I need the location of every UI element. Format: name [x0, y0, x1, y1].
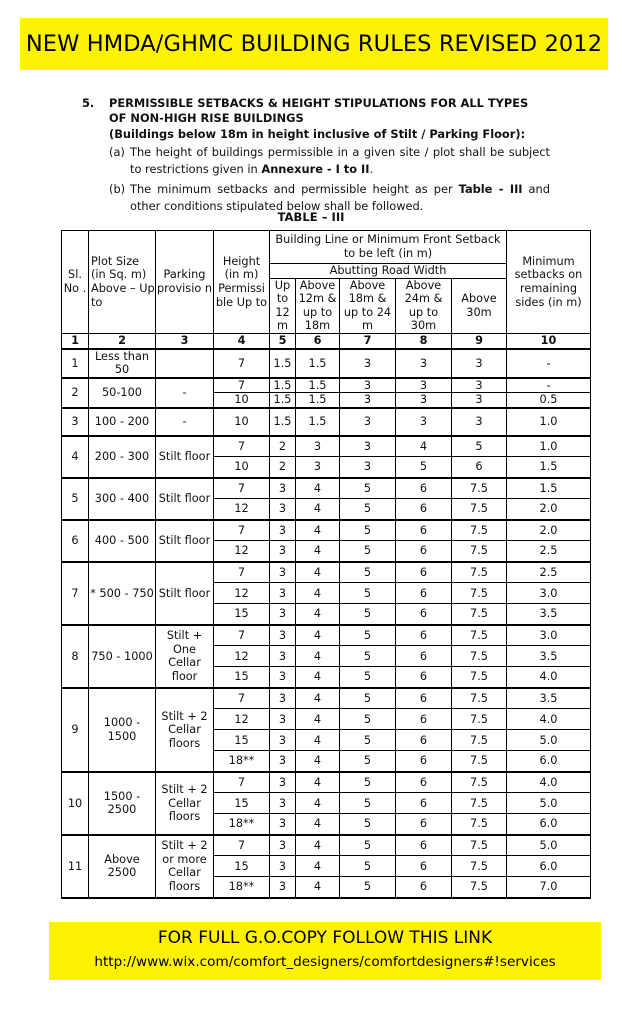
height-cell: 12 — [214, 709, 270, 730]
min-setback-cell: - — [507, 378, 591, 393]
height-cell: 7 — [214, 625, 270, 646]
road-width-5-cell: 7.5 — [452, 520, 507, 541]
table-row — [62, 772, 591, 793]
road-width-2-cell: 4 — [296, 541, 340, 562]
plot-size-cell: 100 - 200 — [89, 408, 156, 436]
road-width-1-cell: 3 — [270, 730, 296, 751]
road-width-5-cell: 7.5 — [452, 499, 507, 520]
road-width-1-cell: 3 — [270, 856, 296, 877]
road-width-5-cell: 3 — [452, 408, 507, 436]
road-width-2-cell: 4 — [296, 877, 340, 898]
min-setback-cell: 6.0 — [507, 751, 591, 772]
road-width-3-cell: 5 — [340, 814, 396, 835]
road-width-5-cell: 3 — [452, 393, 507, 408]
road-width-5-cell: 7.5 — [452, 646, 507, 667]
min-setback-cell: 3.5 — [507, 646, 591, 667]
min-setback-cell: 3.5 — [507, 604, 591, 625]
road-width-2-cell: 4 — [296, 814, 340, 835]
road-width-3-cell: 5 — [340, 751, 396, 772]
road-width-5-cell: 7.5 — [452, 814, 507, 835]
road-width-5-cell: 7.5 — [452, 562, 507, 583]
road-width-2-cell: 1.5 — [296, 378, 340, 393]
road-width-2-cell: 4 — [296, 520, 340, 541]
column-number: 1 — [62, 333, 89, 349]
header-road-width-4: Above 24m & up to 30m — [396, 278, 452, 333]
road-width-4-cell: 6 — [396, 541, 452, 562]
road-width-2-cell: 4 — [296, 583, 340, 604]
column-number: 8 — [396, 333, 452, 349]
header-road-width-3: Above 18m & up to 24 m — [340, 278, 396, 333]
table-row — [62, 408, 591, 436]
min-setback-cell: 6.0 — [507, 856, 591, 877]
footer-banner — [49, 922, 601, 980]
road-width-3-cell: 5 — [340, 772, 396, 793]
road-width-2-cell: 4 — [296, 856, 340, 877]
road-width-3-cell: 5 — [340, 478, 396, 499]
road-width-4-cell: 6 — [396, 856, 452, 877]
road-width-3-cell: 5 — [340, 793, 396, 814]
column-number: 3 — [156, 333, 214, 349]
plot-size-cell: Less than 50 — [89, 349, 156, 378]
plot-size-cell: 200 - 300 — [89, 436, 156, 478]
sl-no-cell: 11 — [62, 835, 89, 898]
road-width-3-cell: 5 — [340, 877, 396, 898]
road-width-4-cell: 3 — [396, 393, 452, 408]
height-cell: 15 — [214, 793, 270, 814]
road-width-5-cell: 5 — [452, 436, 507, 457]
road-width-2-cell: 4 — [296, 478, 340, 499]
header-min-setbacks: Minimum setbacks on remaining sides (in m) — [507, 231, 591, 334]
road-width-2-cell: 4 — [296, 604, 340, 625]
road-width-4-cell: 6 — [396, 562, 452, 583]
road-width-1-cell: 3 — [270, 541, 296, 562]
road-width-1-cell: 3 — [270, 835, 296, 856]
road-width-3-cell: 3 — [340, 436, 396, 457]
min-setback-cell: 0.5 — [507, 393, 591, 408]
road-width-2-cell: 4 — [296, 562, 340, 583]
road-width-5-cell: 7.5 — [452, 793, 507, 814]
plot-size-cell: * 500 - 750 — [89, 562, 156, 625]
header-front-setback: Building Line or Minimum Front Setback to be left (in m) — [270, 231, 507, 264]
height-cell: 7 — [214, 772, 270, 793]
sl-no-cell: 1 — [62, 349, 89, 378]
road-width-2-cell: 1.5 — [296, 393, 340, 408]
paragraph-a-label: (a) — [109, 145, 125, 159]
section-number: 5. — [82, 96, 95, 110]
road-width-2-cell: 3 — [296, 457, 340, 478]
height-cell: 15 — [214, 667, 270, 688]
road-width-2-cell: 4 — [296, 625, 340, 646]
min-setback-cell: 2.0 — [507, 499, 591, 520]
table-row — [62, 835, 591, 856]
table-row — [62, 436, 591, 457]
banner-title: NEW HMDA/GHMC BUILDING RULES REVISED 2012 — [25, 31, 603, 57]
road-width-2-cell: 4 — [296, 751, 340, 772]
sl-no-cell: 7 — [62, 562, 89, 625]
road-width-1-cell: 3 — [270, 520, 296, 541]
column-number: 2 — [89, 333, 156, 349]
header-plot-size: Plot Size (in Sq. m) Above – Up to — [89, 231, 156, 334]
table-row — [62, 520, 591, 541]
header-height: Height (in m) Permissi ble Up to — [214, 231, 270, 334]
plot-size-cell: Above 2500 — [89, 835, 156, 898]
road-width-4-cell: 6 — [396, 835, 452, 856]
min-setback-cell: 5.0 — [507, 793, 591, 814]
road-width-3-cell: 5 — [340, 730, 396, 751]
road-width-1-cell: 3 — [270, 688, 296, 709]
road-width-4-cell: 3 — [396, 408, 452, 436]
height-cell: 10 — [214, 393, 270, 408]
column-number: 5 — [270, 333, 296, 349]
plot-size-cell: 400 - 500 — [89, 520, 156, 562]
height-cell: 7 — [214, 436, 270, 457]
column-number-row — [62, 333, 591, 349]
road-width-2-cell: 4 — [296, 499, 340, 520]
road-width-4-cell: 6 — [396, 730, 452, 751]
height-cell: 7 — [214, 562, 270, 583]
parking-cell: - — [156, 378, 214, 408]
road-width-3-cell: 5 — [340, 646, 396, 667]
sl-no-cell: 9 — [62, 688, 89, 772]
road-width-3-cell: 3 — [340, 408, 396, 436]
parking-cell: Stilt + 2 Cellar floors — [156, 688, 214, 772]
road-width-2-cell: 1.5 — [296, 349, 340, 378]
road-width-2-cell: 3 — [296, 436, 340, 457]
height-cell: 10 — [214, 457, 270, 478]
height-cell: 7 — [214, 478, 270, 499]
road-width-3-cell: 5 — [340, 667, 396, 688]
road-width-3-cell: 3 — [340, 393, 396, 408]
road-width-1-cell: 1.5 — [270, 349, 296, 378]
min-setback-cell: 1.5 — [507, 478, 591, 499]
road-width-1-cell: 3 — [270, 646, 296, 667]
height-cell: 15 — [214, 730, 270, 751]
road-width-5-cell: 7.5 — [452, 877, 507, 898]
road-width-4-cell: 6 — [396, 793, 452, 814]
road-width-1-cell: 3 — [270, 562, 296, 583]
min-setback-cell: 4.0 — [507, 772, 591, 793]
road-width-5-cell: 6 — [452, 457, 507, 478]
column-number: 6 — [296, 333, 340, 349]
road-width-3-cell: 5 — [340, 856, 396, 877]
column-number: 9 — [452, 333, 507, 349]
min-setback-cell: 2.0 — [507, 520, 591, 541]
road-width-2-cell: 4 — [296, 646, 340, 667]
paragraph-b-label: (b) — [109, 182, 126, 196]
road-width-3-cell: 5 — [340, 520, 396, 541]
parking-cell: Stilt floor — [156, 520, 214, 562]
road-width-1-cell: 3 — [270, 667, 296, 688]
min-setback-cell: 1.0 — [507, 436, 591, 457]
parking-cell: Stilt + 2 Cellar floors — [156, 772, 214, 835]
road-width-2-cell: 4 — [296, 793, 340, 814]
parking-cell: Stilt floor — [156, 436, 214, 478]
height-cell: 12 — [214, 646, 270, 667]
road-width-4-cell: 6 — [396, 520, 452, 541]
table-row — [62, 378, 591, 393]
road-width-5-cell: 7.5 — [452, 751, 507, 772]
plot-size-cell: 750 - 1000 — [89, 625, 156, 688]
road-width-5-cell: 3 — [452, 349, 507, 378]
road-width-4-cell: 6 — [396, 478, 452, 499]
min-setback-cell: 3.0 — [507, 625, 591, 646]
road-width-2-cell: 1.5 — [296, 408, 340, 436]
road-width-3-cell: 5 — [340, 562, 396, 583]
road-width-1-cell: 3 — [270, 478, 296, 499]
top-banner — [20, 18, 608, 70]
road-width-1-cell: 3 — [270, 499, 296, 520]
road-width-3-cell: 5 — [340, 499, 396, 520]
height-cell: 7 — [214, 378, 270, 393]
sl-no-cell: 5 — [62, 478, 89, 520]
height-cell: 7 — [214, 688, 270, 709]
height-cell: 15 — [214, 604, 270, 625]
min-setback-cell: 2.5 — [507, 541, 591, 562]
road-width-2-cell: 4 — [296, 709, 340, 730]
min-setback-cell: 4.0 — [507, 709, 591, 730]
road-width-4-cell: 6 — [396, 604, 452, 625]
road-width-2-cell: 4 — [296, 835, 340, 856]
road-width-1-cell: 3 — [270, 604, 296, 625]
height-cell: 7 — [214, 520, 270, 541]
road-width-3-cell: 5 — [340, 835, 396, 856]
road-width-4-cell: 6 — [396, 625, 452, 646]
road-width-2-cell: 4 — [296, 730, 340, 751]
footer-link[interactable]: http://www.wix.com/comfort_designers/comfortdesigners#!services — [94, 954, 556, 970]
paragraph-a-text: The height of buildings permissible in a given site / plot shall be subject to restrictions given in Annexure - I to II. — [130, 145, 550, 176]
road-width-1-cell: 3 — [270, 772, 296, 793]
road-width-4-cell: 6 — [396, 772, 452, 793]
road-width-5-cell: 7.5 — [452, 835, 507, 856]
min-setback-cell: 6.0 — [507, 814, 591, 835]
road-width-4-cell: 6 — [396, 877, 452, 898]
road-width-4-cell: 6 — [396, 646, 452, 667]
height-cell: 18** — [214, 814, 270, 835]
road-width-1-cell: 2 — [270, 457, 296, 478]
parking-cell: Stilt floor — [156, 562, 214, 625]
setbacks-table — [61, 230, 591, 899]
min-setback-cell: 3.5 — [507, 688, 591, 709]
road-width-1-cell: 3 — [270, 793, 296, 814]
min-setback-cell: 7.0 — [507, 877, 591, 898]
road-width-5-cell: 3 — [452, 378, 507, 393]
min-setback-cell: 1.0 — [507, 408, 591, 436]
table-row — [62, 478, 591, 499]
height-cell: 12 — [214, 541, 270, 562]
road-width-5-cell: 7.5 — [452, 688, 507, 709]
sl-no-cell: 2 — [62, 378, 89, 408]
road-width-1-cell: 1.5 — [270, 408, 296, 436]
parking-cell: - — [156, 408, 214, 436]
min-setback-cell: 3.0 — [507, 583, 591, 604]
sl-no-cell: 4 — [62, 436, 89, 478]
plot-size-cell: 1000 - 1500 — [89, 688, 156, 772]
plot-size-cell: 50-100 — [89, 378, 156, 408]
road-width-3-cell: 5 — [340, 583, 396, 604]
road-width-2-cell: 4 — [296, 688, 340, 709]
road-width-5-cell: 7.5 — [452, 730, 507, 751]
header-parking: Parking provisio n — [156, 231, 214, 334]
parking-cell: Stilt floor — [156, 478, 214, 520]
road-width-5-cell: 7.5 — [452, 667, 507, 688]
road-width-5-cell: 7.5 — [452, 478, 507, 499]
parking-cell: Stilt + 2 or more Cellar floors — [156, 835, 214, 898]
road-width-4-cell: 6 — [396, 667, 452, 688]
plot-size-cell: 1500 - 2500 — [89, 772, 156, 835]
road-width-4-cell: 6 — [396, 814, 452, 835]
road-width-3-cell: 3 — [340, 349, 396, 378]
column-number: 4 — [214, 333, 270, 349]
road-width-4-cell: 6 — [396, 751, 452, 772]
height-cell: 18** — [214, 751, 270, 772]
road-width-1-cell: 1.5 — [270, 393, 296, 408]
column-number: 7 — [340, 333, 396, 349]
road-width-5-cell: 7.5 — [452, 856, 507, 877]
height-cell: 10 — [214, 408, 270, 436]
road-width-4-cell: 6 — [396, 709, 452, 730]
footer-text: FOR FULL G.O.COPY FOLLOW THIS LINK — [157, 928, 493, 948]
height-cell: 7 — [214, 349, 270, 378]
road-width-3-cell: 5 — [340, 625, 396, 646]
heading-line-3: (Buildings below 18m in height inclusive of Stilt / Parking Floor): — [109, 127, 526, 141]
min-setback-cell: - — [507, 349, 591, 378]
road-width-4-cell: 6 — [396, 499, 452, 520]
road-width-5-cell: 7.5 — [452, 541, 507, 562]
height-cell: 12 — [214, 583, 270, 604]
table-title: TABLE – III — [277, 210, 345, 224]
header-road-width-2: Above 12m & up to 18m — [296, 278, 340, 333]
table-body — [62, 349, 591, 898]
road-width-5-cell: 7.5 — [452, 772, 507, 793]
table-row — [62, 349, 591, 378]
road-width-1-cell: 1.5 — [270, 378, 296, 393]
min-setback-cell: 1.5 — [507, 457, 591, 478]
table-row — [62, 688, 591, 709]
road-width-4-cell: 3 — [396, 378, 452, 393]
road-width-3-cell: 3 — [340, 378, 396, 393]
road-width-2-cell: 4 — [296, 772, 340, 793]
min-setback-cell: 5.0 — [507, 730, 591, 751]
sl-no-cell: 3 — [62, 408, 89, 436]
header-abutting-road: Abutting Road Width — [270, 264, 507, 279]
road-width-1-cell: 3 — [270, 709, 296, 730]
road-width-5-cell: 7.5 — [452, 604, 507, 625]
min-setback-cell: 5.0 — [507, 835, 591, 856]
min-setback-cell: 2.5 — [507, 562, 591, 583]
header-sl-no: Sl. No . — [62, 231, 89, 334]
road-width-4-cell: 6 — [396, 583, 452, 604]
road-width-5-cell: 7.5 — [452, 625, 507, 646]
paragraph-b-text: The minimum setbacks and permissible height as per Table - III and other conditions stipulated below shall be followed. — [130, 182, 550, 213]
height-cell: 12 — [214, 499, 270, 520]
road-width-2-cell: 4 — [296, 667, 340, 688]
road-width-4-cell: 5 — [396, 457, 452, 478]
sl-no-cell: 10 — [62, 772, 89, 835]
min-setback-cell: 4.0 — [507, 667, 591, 688]
height-cell: 15 — [214, 856, 270, 877]
road-width-3-cell: 5 — [340, 541, 396, 562]
road-width-4-cell: 6 — [396, 688, 452, 709]
road-width-1-cell: 2 — [270, 436, 296, 457]
parking-cell: Stilt + One Cellar floor — [156, 625, 214, 688]
road-width-4-cell: 3 — [396, 349, 452, 378]
table-row — [62, 625, 591, 646]
header-road-width-1: Up to 12 m — [270, 278, 296, 333]
heading-line-2: OF NON-HIGH RISE BUILDINGS — [109, 111, 304, 125]
road-width-3-cell: 5 — [340, 709, 396, 730]
table-row — [62, 562, 591, 583]
road-width-3-cell: 3 — [340, 457, 396, 478]
road-width-1-cell: 3 — [270, 814, 296, 835]
road-width-3-cell: 5 — [340, 688, 396, 709]
road-width-1-cell: 3 — [270, 751, 296, 772]
heading-line-1: PERMISSIBLE SETBACKS & HEIGHT STIPULATIONS FOR ALL TYPES — [109, 96, 529, 110]
plot-size-cell: 300 - 400 — [89, 478, 156, 520]
road-width-5-cell: 7.5 — [452, 583, 507, 604]
column-number: 10 — [507, 333, 591, 349]
sl-no-cell: 6 — [62, 520, 89, 562]
height-cell: 18** — [214, 877, 270, 898]
road-width-1-cell: 3 — [270, 625, 296, 646]
road-width-5-cell: 7.5 — [452, 709, 507, 730]
height-cell: 7 — [214, 835, 270, 856]
road-width-1-cell: 3 — [270, 583, 296, 604]
road-width-1-cell: 3 — [270, 877, 296, 898]
parking-cell — [156, 349, 214, 378]
sl-no-cell: 8 — [62, 625, 89, 688]
road-width-3-cell: 5 — [340, 604, 396, 625]
header-road-width-5: Above 30m — [452, 278, 507, 333]
road-width-4-cell: 4 — [396, 436, 452, 457]
